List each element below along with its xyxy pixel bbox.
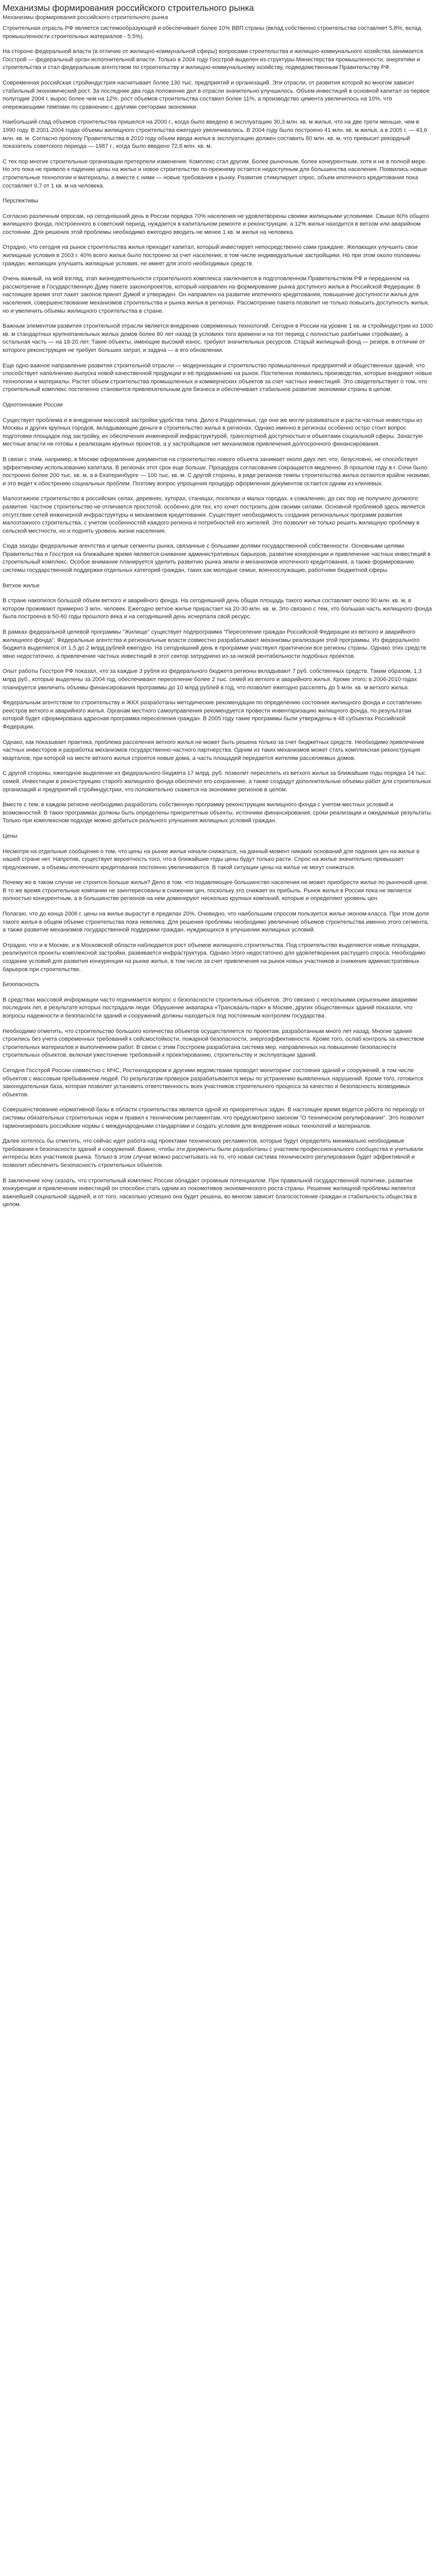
section-heading: Перспективы: [3, 198, 38, 205]
paragraph: Наибольший спад объемов строительства пришелся на 2000 г., когда было введено в эксплуатацию 30,3 млн. кв. м жилья, что на две трети меньше, чем в 1990 году. В 2001-2004 годах объемы жилищного строительства ежегодно увеличивались. В 2004 году было построено 41 млн. кв. м жилья, а в 2005 г. — 43,6 млн. кв. м. Согласно прогнозу Правительства в 2010 году объем ввода жилья в эксплуатацию должен составить 80 млн. кв. м, что превысит рекордный показатель советского периода — 1987 г., когда было введено 72,8 млн. кв. м.: [3, 119, 427, 150]
paragraph: Отрадно, что сегодня на рынок строительства жилья приходит капитал, который инвестирует непосредственно сами граждане. Желающих улучшить свои жилищные условия в 2003 г. 40% всего жилья было построено за счет населения, в том числе индивидуальные застройщики. Но при этом около половины граждан, желающих улучшить жилищные условия, не имеет для этого необходимых средств.: [3, 244, 421, 267]
paragraph: На стороне федеральной власти (в отличие от жилищно-коммунальной сферы) вопросами строительства и жилищно-коммунального хозяйства занимается Госстрой — федеральный орган исполнительной власти. Только в 2004 году Госстрой выделен из структуры Министерства промышленности, энергетики и строительства и стал федеральным агентством по строительству и жилищно-коммунальному хозяйству, подведомственным Правительству РФ.: [3, 48, 423, 71]
paragraph: Существует проблема и в внедрении массовой застройки удобства типа. Дело в Разделенных, где они же могли развиваться и расти частные инвесторы из Москвы и других крупных городов, вкладывающие деньги в строительство жилья в регионах. Однако именно в регионах особенно остро стоит вопрос подготовки площадок под застройку, их обеспечения инженерной инфраструктурой, транспортной доступностью и объектами социальной сферы. Зачастую местные власти не готовы к реализации крупных проектов, а у застройщиков нет механизмов привлечения долгосрочного финансирования.: [3, 417, 423, 448]
paragraph: Полагаю, что до конца 2006 г. цены на жилье вырастут в пределах 20%. Очевидно, что наибольшим спросом пользуется жилье эконом-класса. При этом доля такого жилья в общем объеме строительства пока невелика. Для решения проблемы необходимо увеличение объемов строительства именно этого сегмента, а также развитие механизмов государственной поддержки граждан, нуждающихся в улучшении жилищных условий.: [3, 911, 429, 934]
paragraph: Очень важный, на мой взгляд, этап жизнедеятельности строительного комплекса заключается в подготовленном Правительством РФ и переданном на рассмотрение в Государственную Думу пакете законопроектов, который направлен на формирование рынка доступного жилья в Российской Федерации. В настоящее время этот пакет законов принят Думой и утвержден. Он направлен на развитие ипотечного кредитования, повышение доступности жилья для населения, совершенствование механизмов строительства и рынка жилья в регионах. Рассмотрение пакета позволит не только повысить доступность жилья, но и увеличить объемы жилищного строительства в стране.: [3, 276, 429, 314]
paragraph: Далее хотелось бы отметить, что сейчас идет работа над проектами технических регламентов, которые будут определять минимально необходимые требования к безопасности зданий и сооружений. Важно, чтобы эти документы были разработаны с участием профессионального сообщества и учитывали интересы всех участников рынка. Только в этом случае можно рассчитывать на то, что новая система технического регулирования будет эффективной и позволит обеспечить безопасность строительных объектов.: [3, 1138, 423, 1168]
paragraph: В связи с этим, например, в Москве оформление документов на строительство нового объекта занимает около двух лет, что, безусловно, не способствует эффективному использованию капитала. В регионах этот срок еще больше. Процедура согласования сокращается медленно. В прошлом году в г. Сочи было построено более 200 тыс. кв. м, а в Екатеринбурге — 100 тыс. кв. м. С другой стороны, в ряде регионов темпы строительства жилья остаются крайне низкими, и это ведет к обострению социальных проблем. Поэтому вопрос упрощения процедур оформления документов остается одним из ключевых.: [3, 456, 430, 487]
paragraph: Сегодня Госстрой России совместно с МЧС, Ростехнадзором и другими ведомствами проводит мониторинг состояния зданий и сооружений, в том числе объектов с массовым пребыванием людей. По результатам проверок разрабатываются меры по устранению выявленных нарушений. Кроме того, готовится законодательная база, которая позволит установить ответственность всех участников строительного процесса за качество и безопасность возводимых объектов.: [3, 1067, 424, 1098]
article-subtitle: Механизмы формирования российского строительного рынка: [3, 14, 168, 21]
section-heading: Цены: [3, 833, 18, 839]
paragraph: Отрадно, что и в Москве, и в Московской области наблюдается рост объемов жилищного строительства. Под строительство выделяются новые площадки, реализуются проекты комплексной застройки, развивается инфраструктура. Однако этого недостаточно для удовлетворения растущего спроса. Необходимо создание условий для развития конкуренции на рынке жилья, в том числе за счет привлечения на рынок новых участников и снижения административных барьеров при строительстве.: [3, 942, 426, 973]
paragraph: Малоэтажное строительство в российских селах, деревнях, хуторах, станицах, поселках и малых городах, к сожалению, до сих пор не получило должного развития. Частное строительство не отличается простотой, особенно для тех, кто хочет построить дом своими силами. Основной проблемой здесь является отсутствие сетей инженерной инфраструктуры и механизмов кредитования. Существует необходимость создания региональных программ развития малоэтажного строительства, с учетом особенностей каждого региона и потребностей его жителей. Это позволит не только решить жилищную проблему в сельской местности, но и поднять уровень жизни населения.: [3, 496, 425, 534]
paragraph: В средствах массовой информации часто поднимается вопрос о безопасности строительных объектов. Это связано с несколькими серьезными авариями последних лет, в результате которых пострадали люди. Обрушение аквапарка «Трансвааль-парк» в Москве, других общественных зданий показали, что вопросы надежности и безопасности зданий и сооружений должны находиться под постоянным контролем государства.: [3, 996, 417, 1019]
paragraph: Однако, как показывает практика, проблема расселения ветхого жилья не может быть решена только за счет бюджетных средств. Необходимо привлечение частных инвесторов и разработка механизмов государственно-частного партнерства. Одним из таких механизмов может стать комплексная реконструкция кварталов, при которой на месте ветхого жилья строятся новые дома, а часть площадей передается жителям расселяемых домов.: [3, 739, 425, 761]
paragraph: Сюда заходы федеральные агентства и целые сегменты рынка, связанные с большими долями государственной собственности. Основными целями Правительства и Госстроя на ближайшее время являются снижение административных барьеров, развитие конкуренции и привлечение частных инвестиций в строительный комплекс. Особое внимание планируется уделить развитию рынка земли и механизмов ипотечного кредитования, а также формированию системы государственной поддержки отдельных категорий граждан, таких как молодые семьи, военнослужащие, работники бюджетной сферы.: [3, 543, 431, 574]
paragraph: С другой стороны, ежегодное выделение из федерального бюджета 17 млрд. руб. позволит переселить из ветхого жилья за ближайшие годы порядка 14 тыс. семей. Инвестиции в реконструкцию старого жилищного фонда обеспечат его сохранение, а также создадут дополнительные объемы работ для строительных организаций и предприятий стройиндустрии, что положительно скажется на экономике регионов в целом.: [3, 770, 431, 793]
paragraph: В рамках федеральной целевой программы "Жилище" существует подпрограмма "Переселение граждан Российской Федерации из ветхого и аварийного жилищного фонда". Федеральные агентства и региональные власти совместно разрабатывают механизмы реализации этой программы. Из федерального бюджета выделяется от 1,5 до 2 млрд рублей ежегодно. На сегодняшний день в программе участвуют практически все регионы страны. Однако этих средств явно недостаточно, а привлечение частных инвестиций в этот сектор затруднено из-за низкой рентабельности подобных проектов.: [3, 629, 426, 659]
article-title: Механизмы формирования российского строительного рынка: [3, 3, 254, 13]
paragraph: Важным элементом развития строительной отрасли является внедрение современных технологий. Сегодня в России на уровне 1 кв. м стройиндустрии из 1000 кв. м стандартных крупнопанельных жилых домов более 80 лет назад (в условиях того времени и на тот период с полностью разбитыми стройками), а остальная часть — на 18-20 лет. Такие объекты, имеющие высокий износ, требуют значительных ресурсов. Старый жилищный фонд — резерв, в отличие от которого реконструкция не требует больших затрат, и задача — в его обновлении.: [3, 323, 433, 353]
paragraph: В стране накопился большой объем ветхого и аварийного фонда. На сегодняшний день общая площадь такого жилья составляет около 90 млн. кв. м, в котором проживают примерно 3 млн. человек. Ежегодно ветхое жилье прирастает на 20-30 млн. кв. м. Это связано с тем, что большая часть жилищного фонда была построена в 50-60 годы прошлого века и на сегодняшний день исчерпала свой ресурс.: [3, 598, 432, 620]
section-heading: Однотоннажие России: [3, 401, 63, 408]
paragraph: Вместе с тем, в каждом регионе необходимо разработать собственную программу реконструкции жилищного фонда с учетом местных условий и возможностей. В таких программах должны быть определены приоритетные объекты, источники финансирования, сроки реализации и ожидаемые результаты. Только при комплексном подходе можно добиться реального улучшения жилищных условий граждан.: [3, 802, 432, 824]
paragraph: Почему же в таком случае не строится больше жилья? Дело в том, что подавляющее большинство населения не может приобрести жилье по рыночной цене. В то же время строительные компании не заинтересованы в снижении цен, поскольку это снижает их прибыль. Рынок жилья в России пока не является полностью конкурентным, а в большинстве регионов на нем доминируют несколько крупных компаний, которые и определяют уровень цен.: [3, 879, 429, 902]
paragraph: Еще одно важное направление развития строительной отрасли — модернизация и строительство промышленных предприятий и общественных зданий, что способствует наполнению выпуска новой качественной продукции и её продвижению на рынок. Постепенно появились производства, которые внедряют новые технологии и материалы. Растет объем строительства промышленных и коммерческих объектов за счет частных инвестиций. Это свидетельствует о том, что строительный комплекс постепенно становится привлекательным для бизнеса и обеспечивает стабильное развитие экономики страны в целом.: [3, 362, 432, 393]
paragraph: Совершенствование нормативной базы в области строительства является одной из приоритетных задач. В настоящее время ведется работа по переходу от системы обязательных строительных норм и правил к техническим регламентам, что предусмотрено законом "О техническом регулировании". Это позволит гармонизировать российские нормы с международными стандартами и создать условия для внедрения новых технологий и материалов.: [3, 1107, 425, 1129]
paragraph: Несмотря на отдельные сообщения о том, что цены на рынке жилья начали снижаться, на данный момент никаких оснований для падения цен на жилье в нашей стране нет. Напротив, существует вероятность того, что в ближайшие годы цены будут только расти. Спрос на жилье значительно превышает предложение, а объемы ипотечного кредитования постоянно увеличиваются. В такой ситуации цены на жилье не могут снижаться.: [3, 848, 420, 871]
paragraph: С тех пор многие строительные организации претерпели изменения. Комплекс стал другим. Более рыночным, более конкурентным, хотя и не в полной мере. Но это пока не привело к падению цены на жилье и новое строительство по-прежнему остается недоступным для большинства населения. Появились новые строительные технологии и материалы, а вместе с ними — новые требования к рынку. Развитие стимулирует спрос, объем ипотечного кредитования пока составляет 0,7 от 1 кв. м на человека.: [3, 158, 427, 189]
section-heading: Безопасность: [3, 981, 40, 988]
section-heading: Ветхое жилье: [3, 582, 40, 589]
paragraph: Строительная отрасль РФ является системообразующей и обеспечивает более 10% ВВП страны (вклад собственно строительства составляет 5,8%, вклад промышленности строительных материалов - 5,5%).: [3, 25, 421, 40]
paragraph: Согласно различным опросам, на сегодняшний день в России порядка 70% населения не удовлетворены своими жилищными условиями. Свыше 60% общего жилищного фонда, построенного в советский период, нуждается в капитальном ремонте и реконструкции, а 12% жилья находится в ветхом или аварийном состоянии. Для решения этой проблемы необходимо ежегодно вводить не менее 1 кв. м жилья на человека.: [3, 213, 429, 235]
article-body: [3, 25, 433, 1209]
paragraph: Опыт работы Госстроя РФ показал, что за каждые 3 рубля из федерального бюджета регионы вкладывают 7 руб. собственных средств. Таким образом, 1,3 млрд руб., которые выделены за 2004 год, обеспечивают переселение более 2 тыс. семей из ветхого и аварийного жилья. Кроме этого, в 2006-2010 годах планируется увеличить объемы финансирования программы до 10 млрд рублей в год, что позволит ежегодно расселять до 5 млн. кв. м ветхого жилья.: [3, 668, 422, 691]
article-page: [0, 0, 436, 1222]
paragraph: Необходимо отметить, что строительство большого количества объектов осуществляется по проектам, разработанным много лет назад. Многие здания строились без учета современных требований к сейсмостойкости, пожарной безопасности, энергоэффективности. Кроме того, ослаб контроль за качеством строительных материалов и выполнением работ. В связи с этим Госстроем разработана система мер, направленных на повышение безопасности строительных объектов, включая ужесточение требований к проектированию, строительству и эксплуатации зданий.: [3, 1028, 424, 1059]
paragraph: В заключение хочу сказать, что строительный комплекс России обладает огромным потенциалом. При правильной государственной политике, развитии конкуренции и привлечении инвестиций он способен стать одним из локомотивов экономического роста страны. Решение жилищной проблемы является важнейшей социальной задачей, и от того, насколько успешно она будет решена, во многом зависит благосостояние граждан и стабильность общества в целом.: [3, 1177, 417, 1208]
paragraph: Современная российская стройиндустрия насчитывает более 130 тыс. предприятий и организаций. Эти отрасли, от развития которой во многом зависит стабильный экономический рост. За последние два года положение дел в отрасли значительно улучшилось. Объем инвестиций в основной капитал за первое полугодие 2004 г. вырос более чем на 12%, рост объемов строительства составил более 11%, а производство цемента увеличилось на 10%, что опережающими темпами по сравнению с другими секторами экономики.: [3, 79, 430, 110]
paragraph: Федеральным агентством по строительству и ЖКХ разработаны методические рекомендации по определению состояния жилищного фонда и составлению реестров ветхого и аварийного жилья. Органам местного самоуправления рекомендуется провести инвентаризацию жилищного фонда, по результатам которой будет сформирована адресная программа переселения граждан. В 2005 году такие программы были утверждены в 48 субъектах Российской Федерации.: [3, 700, 422, 730]
